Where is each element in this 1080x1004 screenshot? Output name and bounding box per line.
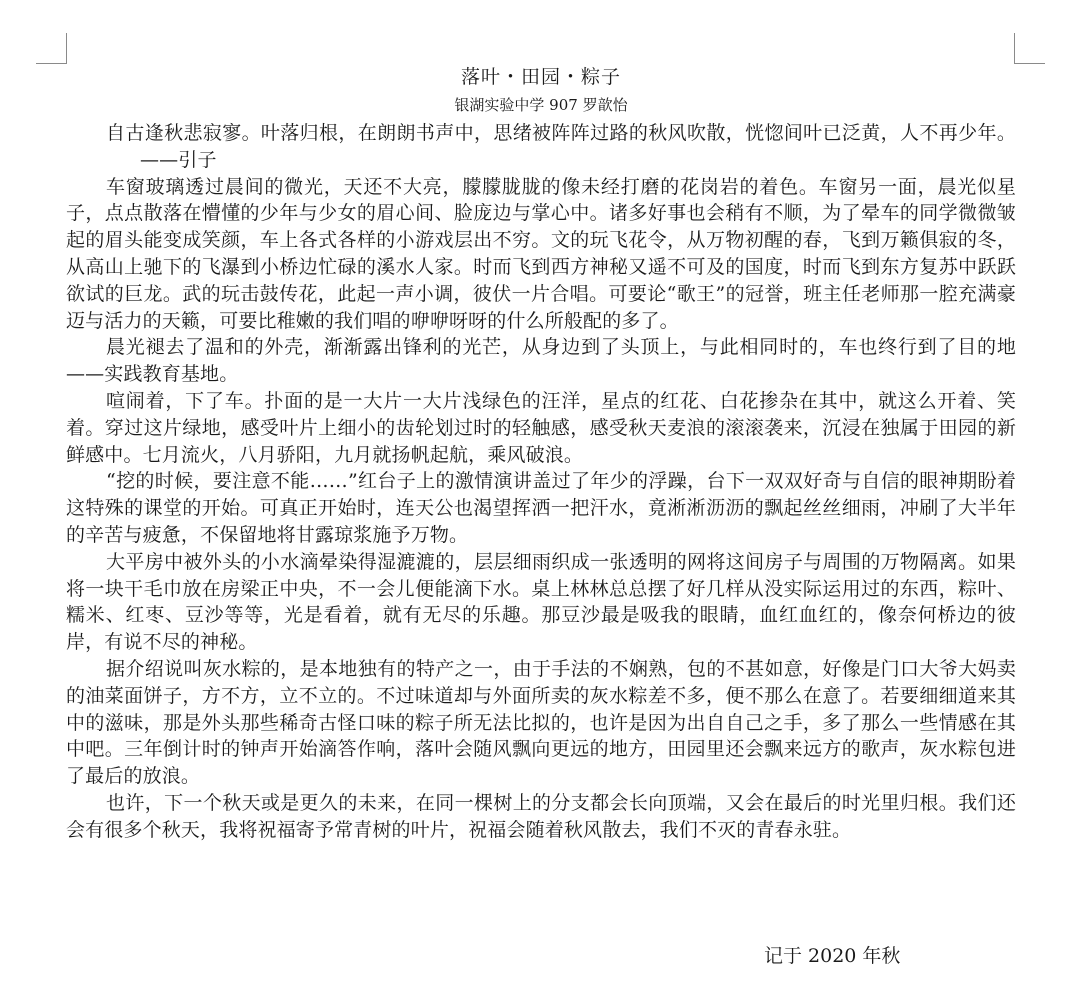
intro-tag: ——引子 [140, 148, 217, 171]
essay-signature: 记于 2020 年秋 [764, 945, 901, 967]
body-paragraph-6: 据介绍说叫灰水粽的，是本地独有的特产之一，由于手法的不娴熟，包的不甚如意，好像是门口大爷大妈卖的油菜面饼子，方不方，立不立的。不过味道却与外面所卖的灰水粽差不多，便不那么在意了。若要细细道来其中的滋味，那是外头那些稀奇古怪口味的粽子所无法比拟的，也许是因为出自自己之手，多了那么一些情感在其中吧。三年倒计时的钟声开始滴答作响，落叶会随风飘向更远的地方，田园里还会飘来远方的歌声，灰水粽包进了最后的放浪。 [66, 657, 1016, 788]
body-paragraph-2: 晨光褪去了温和的外壳，渐渐露出锋利的光芒，从身边到了头顶上，与此相同时的，车也终行到了目的地——实践教育基地。 [66, 336, 1016, 386]
crop-mark-top-left [36, 33, 67, 64]
document-body [66, 62, 1016, 844]
intro-paragraph [66, 120, 1016, 174]
essay-author: 银湖实验中学 907 罗歆怡 [454, 96, 628, 114]
body-paragraph-7: 也许，下一个秋天或是更久的未来，在同一棵树上的分支都会长向顶端，又会在最后的时光里归根。我们还会有很多个秋天，我将祝福寄予常青树的叶片，祝福会随着秋风散去，我们不灭的青春永驻。 [66, 791, 1016, 841]
body-paragraph-5: 大平房中被外头的小水滴晕染得湿漉漉的，层层细雨织成一张透明的网将这间房子与周围的万物隔离。如果将一块干毛巾放在房梁正中央，不一会儿便能滴下水。桌上林林总总摆了好几样从没实际运用过的东西，粽叶、糯米、红枣、豆沙等等，光是看着，就有无尽的乐趣。那豆沙最是吸我的眼睛，血红血红的，像奈何桥边的彼岸，有说不尽的神秘。 [66, 550, 1016, 654]
body-paragraph-4: “挖的时候，要注意不能……”红台子上的激情演讲盖过了年少的浮躁，台下一双双好奇与自信的眼神期盼着这特殊的课堂的开始。可真正开始时，连天公也渴望挥洒一把汗水，竟淅淅沥沥的飘起丝丝细雨，冲刷了大半年的辛苦与疲惫，不保留地将甘露琼浆施予万物。 [66, 470, 1016, 546]
body-paragraph-3: 喧闹着，下了车。扑面的是一大片一大片浅绿色的汪洋，星点的红花、白花掺杂在其中，就这么开着、笑着。穿过这片绿地，感受叶片上细小的齿轮划过时的轻触感，感受秋天麦浪的滚滚袭来，沉浸在独属于田园的新鲜感中。七月流火，八月骄阳，九月就扬帆起航，乘风破浪。 [66, 389, 1016, 466]
intro-text: 自古逢秋悲寂寥。叶落归根，在朗朗书声中，思绪被阵阵过路的秋风吹散，恍惚间叶已泛黄，人不再少年。 [106, 122, 1016, 144]
body-paragraph-1: 车窗玻璃透过晨间的微光，天还不大亮，朦朦胧胧的像未经打磨的花岗岩的着色。车窗另一面，晨光似星子，点点散落在懵懂的少年与少女的眉心间、脸庞边与掌心中。诸多好事也会稍有不顺，为了晕车的同学微微皱起的眉头能变成笑颜，车上各式各样的小游戏层出不穷。文的玩飞花令，从万物初醒的春，飞到万籁俱寂的冬，从高山上驰下的飞瀑到小桥边忙碌的溪水人家。时而飞到西方神秘又遥不可及的国度，时而飞到东方复苏中跃跃欲试的巨龙。武的玩击鼓传花，此起一声小调，彼伏一片合唱。可要论“歌王”的冠誉，班主任老师那一腔充满豪迈与活力的天籁，可要比稚嫩的我们唱的咿咿呀呀的什么所般配的多了。 [66, 175, 1016, 332]
crop-mark-top-right [1014, 33, 1045, 64]
essay-title: 落叶・田园・粽子 [460, 66, 621, 88]
